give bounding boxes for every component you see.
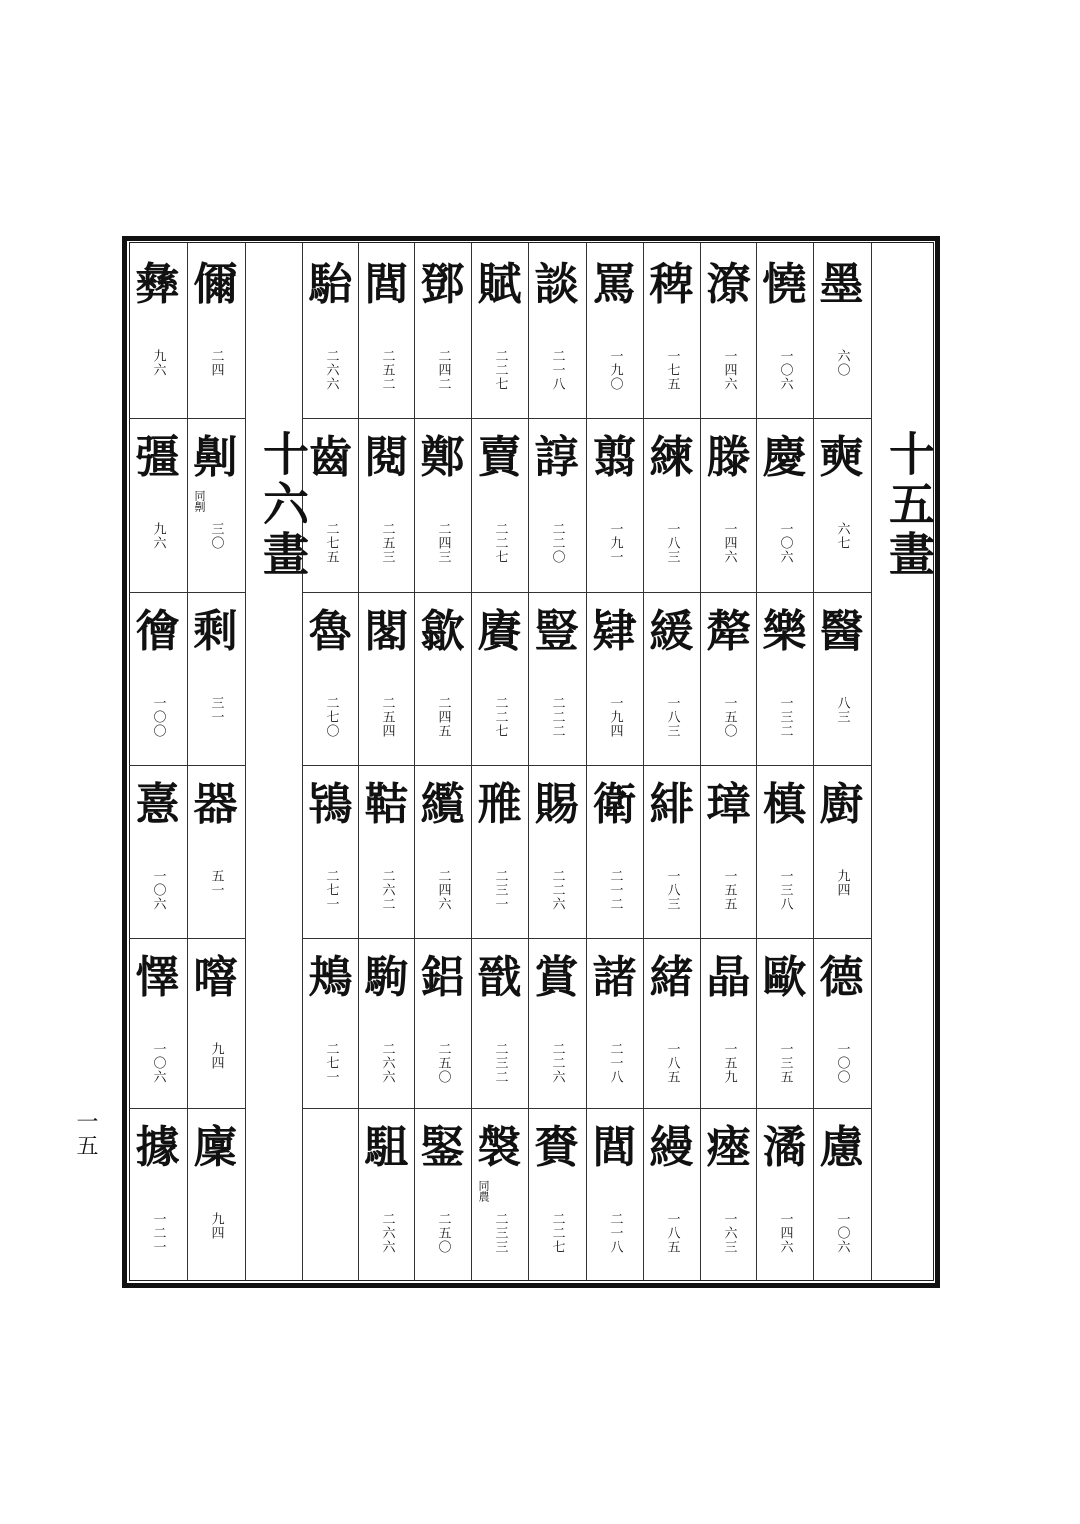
entry-page-number: 九六 [150,349,166,377]
entry-page-number: 一八三 [664,522,680,564]
entry-character: 歙 [420,606,465,657]
index-entry [414,938,471,1108]
entry-page-number: 二六六 [379,1042,395,1084]
index-entry [471,765,528,938]
entry-page-number: 九四 [208,1042,224,1070]
entry-character: 練 [649,432,694,483]
entry-character: 賞 [534,952,579,1003]
index-entry [813,765,870,938]
entry-page-number: 二二〇 [549,522,565,564]
entry-character: 談 [534,259,579,310]
entry-page-number: 二一二 [607,869,623,911]
index-entry [129,765,186,938]
entry-character: 犛 [706,606,751,657]
entry-page-number: 一九一 [607,522,623,564]
entry-character: 稗 [649,259,694,310]
index-entry [528,938,585,1108]
entry-page-number: 二七一 [323,1042,339,1084]
entry-page-number: 二六二 [379,869,395,911]
entry-page-number: 二四三 [435,522,451,564]
entry-page-number: 一〇六 [777,349,793,391]
entry-character: 賦 [477,259,522,310]
index-entry [700,1108,757,1280]
entry-page-number: 一四六 [721,522,737,564]
index-entry [358,245,415,418]
index-entry [586,1108,643,1280]
entry-character: 衛 [592,779,637,830]
entry-character: 駒 [364,952,409,1003]
entry-page-number: 一四六 [721,349,737,391]
index-entry [414,592,471,765]
index-entry [471,245,528,418]
entry-page-number: 二四五 [435,696,451,738]
index-entry [358,592,415,765]
index-entry [756,592,813,765]
entry-character: 豎 [534,606,579,657]
entry-page-number: 二一八 [607,1212,623,1254]
entry-character: 徻 [135,606,180,657]
index-entry [471,418,528,592]
entry-character: 鴂 [308,952,353,1003]
section-header-sixteen-strokes: 十六畫 [256,430,310,580]
index-entry [700,245,757,418]
entry-page-number: 一八三 [664,869,680,911]
index-entry [414,765,471,938]
entry-page-number: 一〇六 [834,1212,850,1254]
entry-page-number: 二五三 [379,522,395,564]
entry-character: 慶 [762,432,807,483]
entry-character: 鴇 [308,779,353,830]
entry-page-number: 一〇〇 [150,696,166,738]
entry-character: 罵 [592,259,637,310]
entry-page-number: 二五〇 [435,1042,451,1084]
index-entry [471,592,528,765]
index-entry [302,592,359,765]
entry-page-number: 二一八 [607,1042,623,1084]
entry-page-number: 一二一 [150,1212,166,1254]
entry-page-number: 二六六 [323,349,339,391]
entry-character: 賜 [534,779,579,830]
entry-page-number: 二二七 [492,522,508,564]
entry-character: 駘 [308,259,353,310]
index-entry [414,418,471,592]
entry-character: 潦 [706,259,751,310]
entry-character: 鄭 [420,432,465,483]
entry-character: 閣 [364,606,409,657]
entry-character: 賣 [477,432,522,483]
index-entry [414,245,471,418]
entry-character: 樂 [762,606,807,657]
index-entry [358,765,415,938]
entry-character: 鄧 [420,259,465,310]
entry-page-number: 二三三 [492,1212,508,1254]
entry-character: 駔 [364,1122,409,1173]
entry-page-number: 三〇 [208,522,224,550]
entry-page-number: 一三五 [777,1042,793,1084]
entry-character: 憙 [135,779,180,830]
index-entry [187,418,244,592]
index-entry [756,1108,813,1280]
entry-character: 彝 [135,259,180,310]
entry-character: 懌 [135,952,180,1003]
index-entry [129,245,186,418]
entry-character: 緒 [649,952,694,1003]
entry-character: 瘞 [706,1122,751,1173]
column-divider [245,243,246,1280]
index-entry [586,938,643,1108]
entry-character: 賚 [534,1122,579,1173]
index-entry [187,938,244,1108]
index-entry [643,765,700,938]
entry-page-number: 一八五 [664,1212,680,1254]
index-entry [586,418,643,592]
entry-page-number: 一九四 [607,696,623,738]
entry-page-number: 二二七 [492,349,508,391]
entry-character: 魯 [308,606,353,657]
entry-page-number: 二二七 [549,1212,565,1254]
index-entry [813,592,870,765]
index-entry [414,1108,471,1280]
entry-page-number: 一三二 [777,696,793,738]
entry-character: 據 [135,1122,180,1173]
entry-character: 諸 [592,952,637,1003]
index-entry [471,938,528,1108]
entry-page-number: 一七五 [664,349,680,391]
entry-character: 槙 [762,779,807,830]
entry-note: 同農 [477,1180,490,1202]
index-entry [187,1108,244,1280]
entry-page-number: 二四 [208,349,224,377]
entry-character: 德 [819,952,864,1003]
entry-page-number: 二七一 [323,869,339,911]
entry-page-number: 二一八 [549,349,565,391]
entry-page-number: 二五四 [379,696,395,738]
entry-character: 歐 [762,952,807,1003]
entry-character: 晶 [706,952,751,1003]
section-header-fifteen-strokes: 十五畫 [882,430,936,580]
entry-character: 噾 [193,952,238,1003]
entry-character: 器 [193,779,238,830]
index-entry [700,418,757,592]
index-entry [129,938,186,1108]
index-entry [302,418,359,592]
entry-page-number: 一八五 [664,1042,680,1084]
entry-page-number: 二三一 [492,869,508,911]
index-entry [756,765,813,938]
entry-character: 醫 [819,606,864,657]
index-entry [129,592,186,765]
entry-page-number: 一五五 [721,869,737,911]
entry-character: 戩 [477,952,522,1003]
index-entry [586,245,643,418]
index-entry [358,418,415,592]
index-entry [643,245,700,418]
entry-page-number: 一六三 [721,1212,737,1254]
entry-character: 賡 [477,606,522,657]
entry-character: 齒 [308,432,353,483]
entry-character: 潏 [762,1122,807,1173]
entry-character: 憢 [762,259,807,310]
index-entry [813,418,870,592]
entry-character: 慮 [819,1122,864,1173]
index-entry [528,418,585,592]
entry-character: 鋻 [420,1122,465,1173]
entry-page-number: 二五二 [379,349,395,391]
index-entry [700,938,757,1108]
entry-page-number: 一三八 [777,869,793,911]
entry-character: 翦 [592,432,637,483]
index-entry [302,938,359,1108]
entry-page-number: 二七五 [323,522,339,564]
index-entry [813,938,870,1108]
index-entry [471,1108,528,1280]
entry-character: 雃 [477,779,522,830]
entry-character: 緋 [649,779,694,830]
entry-page-number: 二六六 [379,1212,395,1254]
entry-page-number: 一〇六 [150,869,166,911]
index-entry [528,592,585,765]
index-entry [756,418,813,592]
entry-character: 閭 [592,1122,637,1173]
entry-page-number: 九四 [834,869,850,897]
entry-character: 閭 [364,259,409,310]
column-divider [871,243,872,1280]
entry-page-number: 九四 [208,1212,224,1240]
entry-character: 鋁 [420,952,465,1003]
index-entry [586,592,643,765]
index-entry [358,938,415,1108]
entry-page-number: 一五〇 [721,696,737,738]
entry-character: 閱 [364,432,409,483]
entry-character: 墨 [819,259,864,310]
entry-character: 廩 [193,1122,238,1173]
index-entry [813,245,870,418]
entry-character: 奭 [819,432,864,483]
entry-character: 彊 [135,432,180,483]
index-entry [528,765,585,938]
entry-character: 肄 [592,606,637,657]
entry-page-number: 一〇六 [150,1042,166,1084]
entry-page-number: 二五〇 [435,1212,451,1254]
index-entry [586,765,643,938]
entry-character: 諄 [534,432,579,483]
index-entry [700,592,757,765]
entry-page-number: 八三 [834,696,850,724]
entry-page-number: 一〇〇 [834,1042,850,1084]
entry-page-number: 三一 [208,696,224,724]
entry-character: 廚 [819,779,864,830]
entry-character: 䌫 [420,779,465,830]
entry-page-number: 六七 [834,522,850,550]
index-entry [756,938,813,1108]
index-entry [528,1108,585,1280]
index-entry [302,765,359,938]
index-entry [813,1108,870,1280]
entry-page-number: 二二七 [492,696,508,738]
index-entry [129,418,186,592]
index-entry [302,245,359,418]
index-entry [756,245,813,418]
entry-character: 儞 [193,259,238,310]
entry-character: 縵 [649,1122,694,1173]
index-entry [187,245,244,418]
index-entry [643,418,700,592]
entry-page-number: 五一 [208,869,224,897]
index-entry [187,765,244,938]
index-entry [643,1108,700,1280]
entry-page-number: 一八三 [664,696,680,738]
entry-character: 璋 [706,779,751,830]
index-entry [528,245,585,418]
index-entry [700,765,757,938]
entry-character: 鞊 [364,779,409,830]
entry-page-number: 二四二 [435,349,451,391]
entry-page-number: 二三二 [492,1042,508,1084]
entry-page-number: 六〇 [834,349,850,377]
entry-page-number: 二二二 [549,696,565,738]
index-entry [187,592,244,765]
index-entry [129,1108,186,1280]
entry-page-number: 二四六 [435,869,451,911]
index-entry [643,592,700,765]
entry-character: 褩 [477,1122,522,1173]
index-entry [302,1108,359,1280]
entry-page-number: 二二六 [549,869,565,911]
entry-page-number: 二七〇 [323,696,339,738]
entry-character: 劓 [193,432,238,483]
entry-character: 剩 [193,606,238,657]
entry-page-number: 一〇六 [777,522,793,564]
entry-page-number: 九六 [150,522,166,550]
entry-page-number: 一五九 [721,1042,737,1084]
index-entry [643,938,700,1108]
index-entry [358,1108,415,1280]
entry-page-number: 一九〇 [607,349,623,391]
entry-page-number: 二二六 [549,1042,565,1084]
entry-page-number: 一四六 [777,1212,793,1254]
entry-character: 緩 [649,606,694,657]
entry-note: 同劓 [193,490,206,512]
page-number: 一五 [73,1110,98,1158]
entry-character: 滕 [706,432,751,483]
